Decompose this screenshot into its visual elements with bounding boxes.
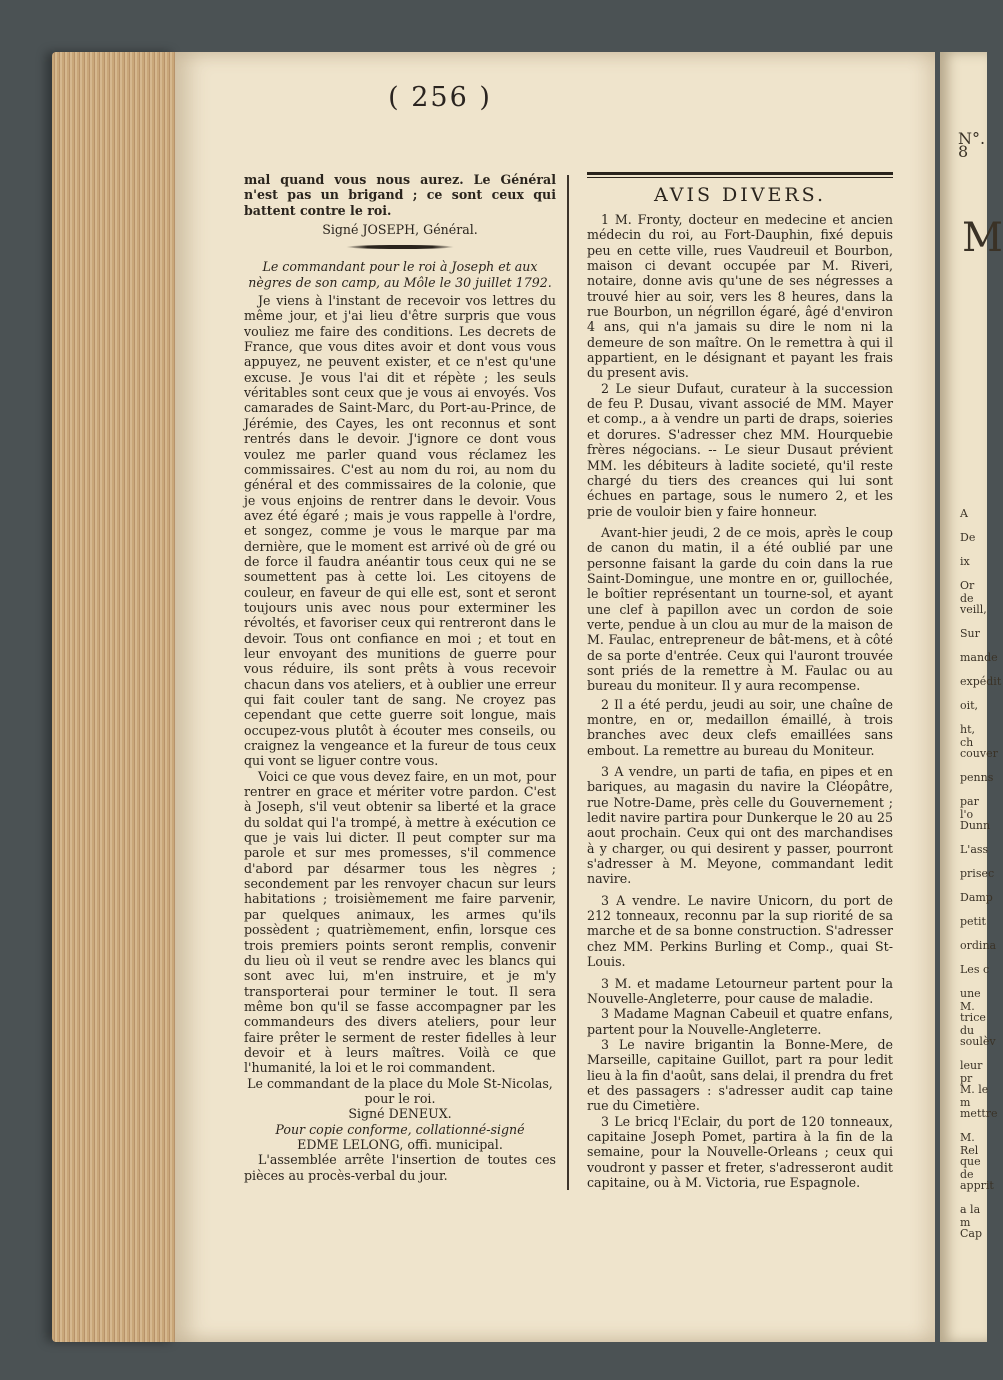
next-page-line: mettre <box>960 1107 998 1120</box>
letter-heading: Le commandant pour le roi à Joseph et aux nègres de son camp, au Môle le 30 juillet 1792. <box>248 259 552 290</box>
signature-deneux: Signé DENEUX. <box>348 1106 452 1122</box>
next-page-line: apprit <box>960 1179 994 1192</box>
notice-item: 3 A vendre. Le navire Unicorn, du port de 212 tonneaux, reconnu par la sup riorité de sa marche et de sa bonne construction. S'adresser chez MM. Perkins Burling et Comp., quai St-Louis. <box>587 892 893 970</box>
notice-item: 3 A vendre, un parti de tafia, en pipes et en bariques, au magasin du navire la Cléopâtre, rue Notre-Dame, près celle du Gouvernement ; ledit navire partira pour Dunkerque le 20 au 25 aout prochain. Ceux qui ont des marchandises à y charger, ou qui desirent y passer, pourront s'adresser à M. Meyone, commandant ledit navire. <box>587 764 893 887</box>
next-page-line: trice du <box>960 1011 986 1037</box>
next-page-line: M. le m <box>960 1083 989 1109</box>
intro-text: mal quand vous nous aurez. Le Général n'est pas un brigand ; ce sont ceux qui battent contre le roi. <box>244 172 556 218</box>
next-page-line: ordina <box>960 939 997 952</box>
header-rule-thick <box>587 172 893 175</box>
book-page-stack <box>52 52 177 1342</box>
next-page-line: Sur <box>960 627 980 640</box>
next-page-line: Les c <box>960 963 990 976</box>
next-page-line: Or de <box>960 579 975 605</box>
section-title: AVIS DIVERS. <box>653 184 827 206</box>
lelong-line: EDME LELONG, offi. municipal. <box>297 1136 503 1152</box>
next-page-line: Dunn <box>960 819 991 832</box>
next-page-line: couver <box>960 747 998 760</box>
next-page-big-letter: M <box>962 215 1003 261</box>
next-page-line: ix <box>960 555 970 568</box>
adjacent-page-fragment <box>940 52 1003 1342</box>
next-page-line: M. Rel <box>960 1131 979 1157</box>
signature-joseph: Signé JOSEPH, Général. <box>322 222 478 238</box>
next-page-line: A <box>960 507 968 520</box>
next-page-line: soulèv <box>960 1035 996 1048</box>
notice-item: 1 M. Fronty, docteur en medecine et ancien médecin du roi, au Fort-Dauphin, fixé depuis peu en cette ville, rues Vaudreuil et Bourbon, maison ci devant occupée par M. Riveri, notaire, donne avis qu'une de ses négresses a trouvé hier au soir, vers les 8 heures, dans la rue Bourbon, un négrillon égaré, âgé d'environ 4 ans, qui n'a jamais su dire le nom ni la demeure de son maître. On le remettra à qui il appartient, en le désignant et payant les frais du present avis. <box>587 212 893 381</box>
next-page-line: prisec <box>960 867 995 880</box>
letter-paragraph-1: Je viens à l'instant de recevoir vos lettres du même jour, et j'ai lieu d'être surpris que vous vouliez me faire des conditions. Les decrets de France, que vous dites avoir et dont vous vous appuyez, ne peuvent exister, et ce n'est qu'une excuse. Je vous l'ai dit et répète ; les seuls véritables sont ceux que je vous ai envoyés. Vos camarades de Saint-Marc, du Port-au-Prince, de Jérémie, des Cayes, les ont reconnus et sont rentrés dans le devoir. J'ignore ce dont vous voulez me parler quand vous réclamez les commissaires. C'est au nom du roi, au nom du général et des commissaires de la colonie, que je vous enjoins de rentrer dans le devoir. Vous avez été égaré ; mais je vous rappelle à l'ordre, et songez, comme je vous le marque par ma dernière, que le moment est arrivé où de gré ou de force il faudra anéantir tous ceux qui ne se soumettent pas à cette loi. Les citoyens de couleur, en faveur de qui elle est, sont et seront toujours unis avec nous pour exterminer les révoltés, et favoriser ceux qui rentreront dans le devoir. Tous ont confiance en moi ; et tout en leur envoyant des munitions de guerre pour vous réduire, ils sont prêts à vous recevoir chacun dans vos ateliers, et à oublier une erreur qui fait couler tant de sang. Ne croyez pas cependant que cette guerre soit longue, mais occupez-vous plutôt à écouter mes conseils, ou craignez la vengeance et la fureur de tous ceux qui vont se liguer contre vous. <box>244 293 556 769</box>
assembly-line: L'assemblée arrête l'insertion de toutes ces pièces au procès-verbal du jour. <box>244 1152 556 1183</box>
notice-item: 3 Madame Magnan Cabeuil et quatre enfans, partent pour la Nouvelle-Angleterre. <box>587 1006 893 1037</box>
notice-item: 3 Le bricq l'Eclair, du port de 120 tonneaux, capitaine Joseph Pomet, partira à la fin de la semaine, pour la Nouvelle-Orleans ; ceux qui voudront y passer et freter, s'adresseront audit capitaine, ou à M. Victoria, rue Espagnole. <box>587 1113 893 1190</box>
notice-item: 3 Le navire brigantin la Bonne-Mere, de Marseille, capitaine Guillot, part ra pour ledit lieu à la fin d'août, sans delai, il prendra du fret et des passagers : s'adresser audit cap taine rue du Cimetière. <box>587 1036 893 1114</box>
next-page-line: petit <box>960 915 986 928</box>
next-page-line: Cap <box>960 1227 983 1240</box>
next-page-line: Damp <box>960 891 993 904</box>
next-page-line: leur pr <box>960 1059 983 1085</box>
next-page-line: De <box>960 531 976 544</box>
next-page-line: penns <box>960 771 994 784</box>
next-page-line: par l'o <box>960 795 979 821</box>
next-page-line: veill, <box>960 603 987 616</box>
next-page-line: mande <box>960 651 998 664</box>
separator-ornament <box>346 245 454 249</box>
notice-item: Avant-hier jeudi, 2 de ce mois, après le coup de canon du matin, il a été oublié par une personne faisant la garde du coin dans la rue Saint-Domingue, une montre en or, guillochée, le boîtier représentant un tourne-sol, et ayant une clef à papillon avec un cordon de soie verte, pendue à un clou au mur de la maison de M. Faulac, entrepreneur de bât-mens, et à côté de sa porte d'entrée. Ceux qui l'auront trouvée sont priés de la remettre à M. Faulac ou au bureau du moniteur. Il y aura recompense. <box>587 524 893 694</box>
next-page-line: que de <box>960 1155 981 1181</box>
next-page-line: ht, ch <box>960 723 976 749</box>
next-page-line: expédit <box>960 675 1002 688</box>
next-page-line: oit, <box>960 699 979 712</box>
notice-item: 2 Le sieur Dufaut, curateur à la succession de feu P. Dusau, vivant associé de MM. Mayer et comp., a à vendre un parti de draps, soieries et dorures. S'adresser chez MM. Hourquebie frères négocians. -- Le sieur Dusaut prévient MM. les débiteurs à ladite societé, qu'il reste chargé du tiers des creances qui lui sont échues en partage, sous le numero 2, et les prie de vouloir bien y faire honneur. <box>587 380 893 519</box>
next-page-line: a la m <box>960 1203 981 1229</box>
letter-paragraph-2: Voici ce que vous devez faire, en un mot, pour rentrer en grace et mériter votre pardon. C'est à Joseph, s'il veut obtenir sa liberté et la grace du soldat qui l'a trompé, à mettre à exécution ce que je vais lui dicter. Il peut compter sur ma parole et sur mes promesses, s'il commence d'abord par désarmer tous les nègres ; secondement par les renvoyer chacun sur leurs habitations ; troisièmement me faire parvenir, par quelques animaux, les armes qu'ils possèdent ; quatrièmement, enfin, lorsque ces trois premiers points seront remplis, convenir du lieu où il veut se rendre avec les blancs qui sont avec lui, m'en instruire, et je m'y transporterai pour terminer le tout. Il sera même bon qu'il se fasse accompagner par les commandeurs des divers ateliers, pour leur faire prêter le serment de rester fidelles à leur devoir et à leurs maîtres. Voilà ce que l'humanité, la loi et le roi commandent. <box>244 768 556 1076</box>
column-divider <box>567 175 569 1190</box>
copy-line: Pour copie conforme, collationné-signé <box>275 1121 525 1137</box>
next-page-header: N°. 8 <box>958 129 986 161</box>
page-number: ( 256 ) <box>388 82 492 113</box>
closing-line: Le commandant de la place du Mole St-Nicolas, pour le roi. <box>247 1075 553 1106</box>
notice-item: 3 M. et madame Letourneur partent pour la Nouvelle-Angleterre, pour cause de maladie. <box>587 975 893 1006</box>
notice-item: 2 Il a été perdu, jeudi au soir, une chaîne de montre, en or, medaillon émaillé, à trois branches avec deux clefs emaillées sans embout. La remettre au bureau du Moniteur. <box>587 696 893 758</box>
left-column <box>244 172 556 1183</box>
right-column <box>587 172 893 1190</box>
next-page-line: une M. <box>960 987 981 1013</box>
header-rule-thin <box>587 177 893 178</box>
next-page-line: L'ass <box>960 843 989 856</box>
